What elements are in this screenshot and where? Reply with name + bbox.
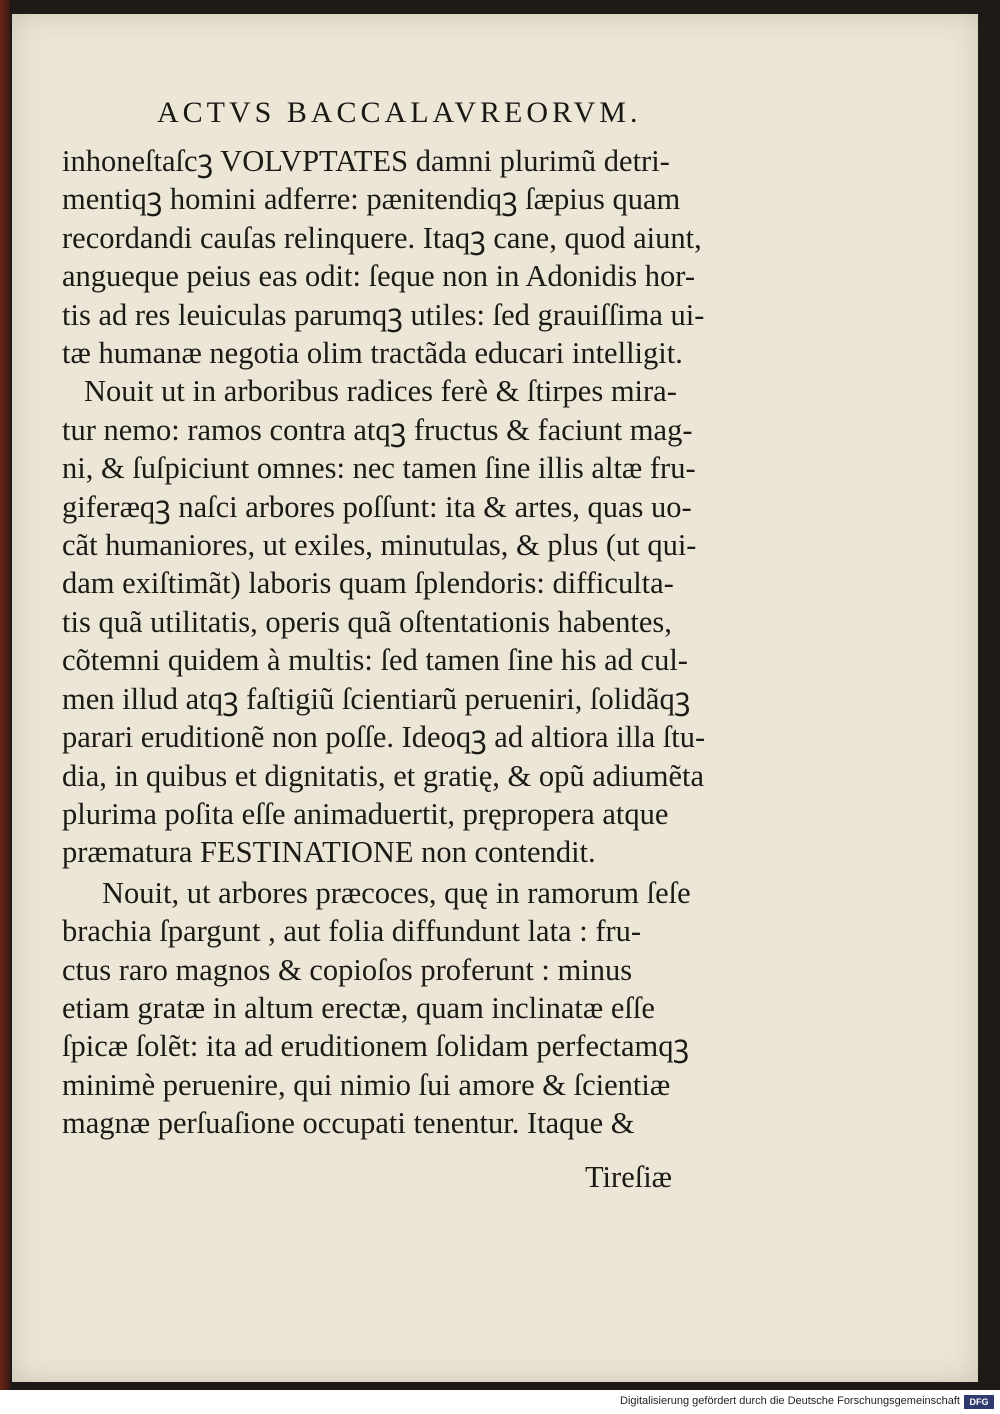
text-line: brachia ſpargunt , aut folia diffundunt lata : fru- <box>62 914 642 949</box>
text-line: tur nemo: ramos contra atqꝫ fructus & faciunt mag- <box>62 412 693 447</box>
text-line: dam exiſtimãt) laboris quam ſplendoris: difficulta- <box>62 566 674 601</box>
text-line: plurima poſita eſſe animaduertit, pręproperа atque <box>62 796 669 831</box>
text-line: tis quã utilitatis, operis quã oſtentationis habentes, <box>62 604 672 639</box>
digitization-footer <box>0 1392 1000 1414</box>
text-line: ctus raro magnos & copioſos proferunt : minus <box>62 952 633 987</box>
book-page <box>12 14 978 1382</box>
text-line: tæ humanæ negotia olim tractãda educari intelligit. <box>62 336 683 371</box>
text-line: parari eruditionẽ non poſſe. Ideoqꝫ ad altiora illa ſtu- <box>62 720 706 755</box>
text-line: magnæ perſuaſione occupati tenentur. Itaque & <box>62 1106 635 1141</box>
text-line: præmatura FESTINATIONE non contendit. <box>62 835 596 870</box>
catchword: Tireſiæ <box>585 1160 673 1194</box>
footer-credit: Digitalisierung gefördert durch die Deutsche Forschungsgemeinschaft <box>620 1395 960 1407</box>
text-line: inhoneſtaſcꝫ VOLVPTATES damni plurimũ detri- <box>62 144 670 178</box>
text-line: dia, in quibus et dignitatis, et gratię, & opũ adiumẽta <box>62 758 705 793</box>
text-line: ni, & ſuſpiciunt omnes: nec tamen ſine illis altæ fru- <box>62 451 696 486</box>
text-line: recordandi cauſas relinquere. Itaqꝫ cane, quod aiunt, <box>62 220 702 255</box>
text-line: cãt humaniores, ut exiles, minutulas, & plus (ut qui- <box>62 528 697 563</box>
text-line: angueque peius eas odit: ſeque non in Adonidis hor- <box>62 259 695 294</box>
text-line: mentiqꝫ homini adferre: pænitendiqꝫ ſæpius quam <box>62 182 681 217</box>
text-line: giferæqꝫ naſci arbores poſſunt: ita & artes, quas uo- <box>62 489 692 524</box>
paragraph-start-line: Nouit, ut arbores præcoces, quę in ramorum ſeſe <box>102 875 691 910</box>
book-binding-edge <box>0 0 10 1390</box>
text-line: men illud atqꝫ faſtigiũ ſcientiarũ perueniri, ſolidãqꝫ <box>62 681 691 716</box>
running-head: ACTVS BACCALAVREORVM. <box>157 96 642 129</box>
text-line: tis ad res leuiculas parumqꝫ utiles: ſed grauiſſima ui- <box>62 297 705 332</box>
text-line: etiam gratæ in altum erectæ, quam inclinatæ eſſe <box>62 990 655 1025</box>
text-line: ſpicæ ſolẽt: ita ad eruditionem ſolidam perfectamqꝫ <box>62 1029 690 1064</box>
paragraph-start-line: Nouit ut in arboribus radices ferè & ſtirpes mira- <box>84 374 677 409</box>
text-line: minimè peruenire, qui nimio ſui amore & ſcientiæ <box>62 1067 671 1102</box>
text-block <box>62 142 752 1143</box>
dfg-logo: DFG <box>964 1395 994 1409</box>
text-line: cõtemni quidem à multis: ſed tamen ſine his ad cul- <box>62 643 688 678</box>
